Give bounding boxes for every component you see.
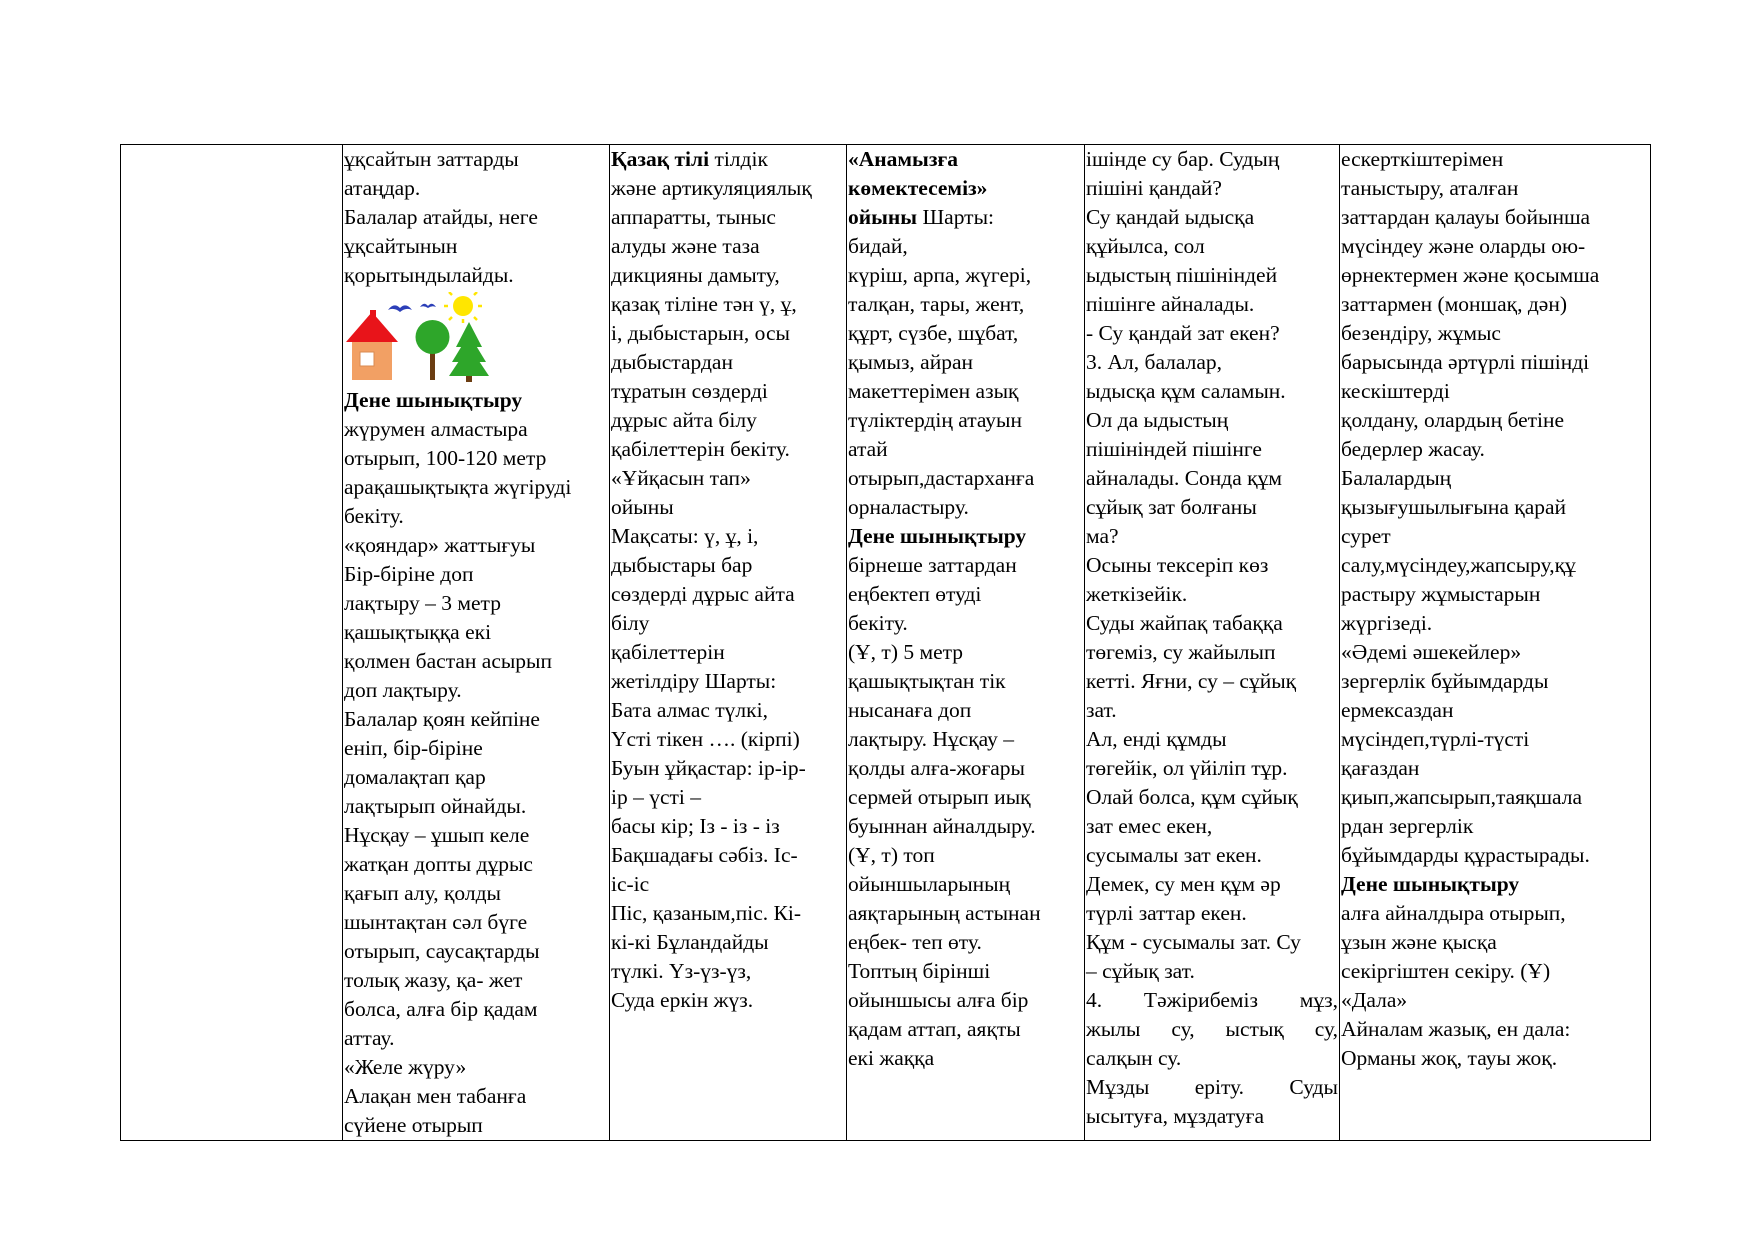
text-line: мүсіндеу және оларды ою- [1341,234,1586,258]
text-line: еңбектеп өтуді [848,582,982,606]
text-line: айналады. Сонда құм [1086,466,1282,490]
text-line: қадам аттап, аяқты [848,1017,1021,1041]
text-line: Құм - сусымалы зат. Су [1086,930,1301,954]
house-tree-sun-illustration [344,292,494,382]
text-line: күріш, арпа, жүгері, [848,263,1032,287]
text-line: Бата алмас түлкі, [611,698,768,722]
text-line: қағып алу, қолды [344,881,501,905]
text-line: қымыз, айран [848,350,974,374]
text-line: жүргізеді. [1341,611,1433,635]
text-line: Қазақ тілі тілдік [611,147,768,171]
text-line: (Ұ, т) топ [848,843,935,867]
text-line: және артикуляциялық [611,176,812,200]
lesson-plan-table [120,144,1651,1141]
text-line: сермей отырып иық [848,785,1031,809]
text-line: пішінге айналады. [1086,292,1255,316]
text-line: Дене шынықтыру [1341,872,1520,896]
text-line: Мақсаты: ү, ұ, і, [611,524,759,548]
text-line: ермексаздан [1341,698,1454,722]
text-line: ұзын және қысқа [1341,930,1497,954]
text-line: Ол да ыдыстың [1086,408,1229,432]
text-line: Балалар қоян кейпіне [344,707,540,731]
text-line: Су қандай ыдысқа [1086,205,1255,229]
text-line: зат емес екен, [1086,814,1213,838]
text-line: секіргіштен секіру. (Ұ) [1341,959,1551,983]
text-line: доп лақтыру. [344,678,462,702]
text-line: аппаратты, тыныс [611,205,776,229]
text-line: сұйық зат болғаны [1086,495,1257,519]
text-line: лақтыру. Нұсқау – [848,727,1014,751]
text-line: іс-іс [611,872,650,896]
bird-icon [420,304,436,308]
text-line: қолмен бастан асырып [344,649,553,673]
text-line: басы кір; Із - із - із [611,814,780,838]
text-line: Балалар атайды, неге [344,205,538,229]
text-line: Орманы жоқ, тауы жоқ. [1341,1046,1558,1070]
text-line: 4. Тәжірибеміз мұз, [1086,988,1338,1012]
text-line: - Су қандай зат екен? [1086,321,1280,345]
text-line: Демек, су мен құм әр [1086,872,1281,896]
text-line: ұқсайтын заттарды [344,147,519,171]
text-line: зат. [1086,698,1117,722]
text-line: түлкі. Үз-үз-үз, [611,959,752,983]
text-line: ысытуға, мұздатуға [1086,1104,1265,1128]
text-line: қабілеттерін бекіту. [611,437,790,461]
text-line: ма? [1086,524,1119,548]
text-line: растыру жұмыстарын [1341,582,1541,606]
col-physical-education [343,145,610,1141]
text-line: Ал, енді құмды [1086,727,1227,751]
text-line: 3. Ал, балалар, [1086,350,1223,374]
text-line: Балалардың [1341,466,1452,490]
text-line: сөздерді дұрыс айта [611,582,795,606]
text-line: салу,мүсіндеу,жапсыру,құ [1341,553,1576,577]
text-line: талқан, тары, жент, [848,292,1025,316]
text-line: Бақшадағы сәбіз. Іс- [611,843,798,867]
text-line: жеткізейік. [1086,582,1188,606]
col-kazakh-language [610,145,847,1141]
text-line: Олай болса, құм сұйық [1086,785,1298,809]
text-line: «Әдемі әшекейлер» [1341,640,1522,664]
text-line: көмектесеміз» [848,176,988,200]
table-row [121,145,1651,1141]
text-line: кетті. Яғни, су – сұйық [1086,669,1297,693]
text-line: лақтырып ойнайды. [344,794,527,818]
text-line: дыбыстары бар [611,553,753,577]
text-line: аттау. [344,1026,395,1050]
text-line: өрнектермен және қосымша [1341,263,1600,287]
text-line: і, дыбыстарын, осы [611,321,790,345]
text-line: ескерткіштерімен [1341,147,1504,171]
text-line: Мұзды еріту. Суды [1086,1075,1338,1099]
text-line: ыдыстың пішініндей [1086,263,1278,287]
text-line: құрт, сүзбе, шұбат, [848,321,1019,345]
text-line: Алақан мен табанға [344,1084,527,1108]
text-line: жатқан допты дұрыс [344,852,533,876]
text-line: Дене шынықтыру [344,388,523,412]
text-line: Бір-біріне доп [344,562,474,586]
text-line: безендіру, жұмыс [1341,321,1501,345]
text-line: ыдысқа құм саламын. [1086,379,1286,403]
col-mother-help-game [847,145,1085,1141]
text-line: бекіту. [344,504,404,528]
text-line: төгейік, ол үйіліп тұр. [1086,756,1288,780]
text-line: зергерлік бұйымдарды [1341,669,1549,693]
text-line: Үсті тікен …. (кірпі) [611,727,800,751]
text-line: дұрыс айта білу [611,408,757,432]
text-line: жетілдіру Шарты: [611,669,777,693]
text-line: Осыны тексеріп көз [1086,553,1269,577]
text-line: атай [848,437,888,461]
text-line: жүрумен алмастыра [344,417,528,441]
bird-icon [388,305,412,312]
text-line: болса, алға бір қадам [344,997,538,1021]
col-water-sand-experiment [1085,145,1340,1141]
text-line: нысанаға доп [848,698,972,722]
text-line: дикцияны дамыту, [611,263,780,287]
text-line: заттармен (моншақ, дән) [1341,292,1567,316]
fir-tree-icon [449,322,489,382]
text-line: орналастыру. [848,495,969,519]
text-line: бидай, [848,234,908,258]
text-line: түрлі заттар екен. [1086,901,1247,925]
text-line: ойыны [611,495,674,519]
text-line: «қояндар» жаттығуы [344,533,536,557]
text-line: кескіштерді [1341,379,1450,403]
text-line: дыбыстардан [611,350,733,374]
text-line: алуды және таза [611,234,760,258]
text-line: қорытындылайды. [344,263,514,287]
text-line: алға айналдыра отырып, [1341,901,1566,925]
text-line: «Дала» [1341,988,1408,1012]
text-line: отырып,дастарханға [848,466,1035,490]
text-line: қолды алға-жоғары [848,756,1026,780]
text-line: ойыншысы алға бір [848,988,1029,1012]
text-line: ішінде су бар. Судың [1086,147,1280,171]
text-line: барысында әртүрлі пішінді [1341,350,1590,374]
text-line: Суда еркін жүз. [611,988,754,1012]
text-line: таныстыру, аталған [1341,176,1519,200]
text-line: Піс, қазаным,піс. Кі- [611,901,801,925]
text-line: Топтың бірінші [848,959,991,983]
text-line: – сұйық зат. [1086,959,1195,983]
text-line: аяқтарының астынан [848,901,1041,925]
text-line: Нұсқау – ұшып келе [344,823,530,847]
text-line: арақашықтықта жүгіруді [344,475,572,499]
text-line: қызығушылығына қарай [1341,495,1567,519]
text-line: төгеміз, су жайылып [1086,640,1276,664]
text-line: сүйене отырып [344,1113,483,1137]
text-line: мүсіндеп,түрлі-түсті [1341,727,1530,751]
text-line: екі жаққа [848,1046,935,1070]
text-line: пішініндей пішінге [1086,437,1262,461]
text-line: отырып, 100-120 метр [344,446,547,470]
text-line: заттардан қалауы бойынша [1341,205,1591,229]
text-line: домалақтап қар [344,765,486,789]
col-art-activities [1340,145,1651,1141]
text-line: ір – үсті – [611,785,702,809]
text-line: атаңдар. [344,176,421,200]
col-empty [121,145,343,1141]
text-line: еніп, бір-біріне [344,736,483,760]
text-line: буыннан айналдыру. [848,814,1036,838]
text-line: «Ұйқасын тап» [611,466,751,490]
tree-icon [416,320,450,380]
text-line: түліктердің атауын [848,408,1023,432]
text-line: шынтақтан сәл бүге [344,910,528,934]
text-line: еңбек- теп өту. [848,930,982,954]
text-line: бекіту. [848,611,908,635]
text-line: (Ұ, т) 5 метр [848,640,964,664]
text-line: қолдану, олардың бетіне [1341,408,1565,432]
text-line: сусымалы зат екен. [1086,843,1262,867]
text-line: бұйымдарды құрастырады. [1341,843,1590,867]
text-line: қашықтықтан тік [848,669,1006,693]
text-line: қабілеттерін [611,640,725,664]
text-line: макеттерімен азық [848,379,1019,403]
text-line: бірнеше заттардан [848,553,1017,577]
text-line: салқын су. [1086,1046,1182,1070]
text-line: сурет [1341,524,1391,548]
text-line: Айналам жазық, ен дала: [1341,1017,1571,1041]
text-line: қағаздан [1341,756,1420,780]
text-line: Суды жайпақ табаққа [1086,611,1283,635]
text-line: толық жазу, қа- жет [344,968,523,992]
text-line: ойыны Шарты: [848,205,994,229]
text-line: қиып,жапсырып,таяқшала [1341,785,1583,809]
text-line: бедерлер жасау. [1341,437,1485,461]
text-line: пішіні қандай? [1086,176,1222,200]
text-line: «Анамызға [848,147,958,171]
text-line: ұқсайтынын [344,234,458,258]
text-line: қашықтыққа екі [344,620,492,644]
text-line: қазақ тіліне тән ү, ұ, [611,292,797,316]
text-line: тұратын сөздерді [611,379,768,403]
text-line: рдан зергерлік [1341,814,1474,838]
text-line: құйылса, сол [1086,234,1205,258]
sun-icon [444,292,482,323]
text-line: жылы су, ыстық су, [1086,1017,1338,1041]
text-line: Буын ұйқастар: ір-ір- [611,756,806,780]
text-line: Дене шынықтыру [848,524,1027,548]
house-icon [346,310,398,380]
text-line: «Желе жүру» [344,1055,467,1079]
text-line: отырып, саусақтарды [344,939,540,963]
text-line: ойыншыларының [848,872,1011,896]
text-line: білу [611,611,650,635]
text-line: лақтыру – 3 метр [344,591,501,615]
text-line: кі-кі Бұландайды [611,930,769,954]
